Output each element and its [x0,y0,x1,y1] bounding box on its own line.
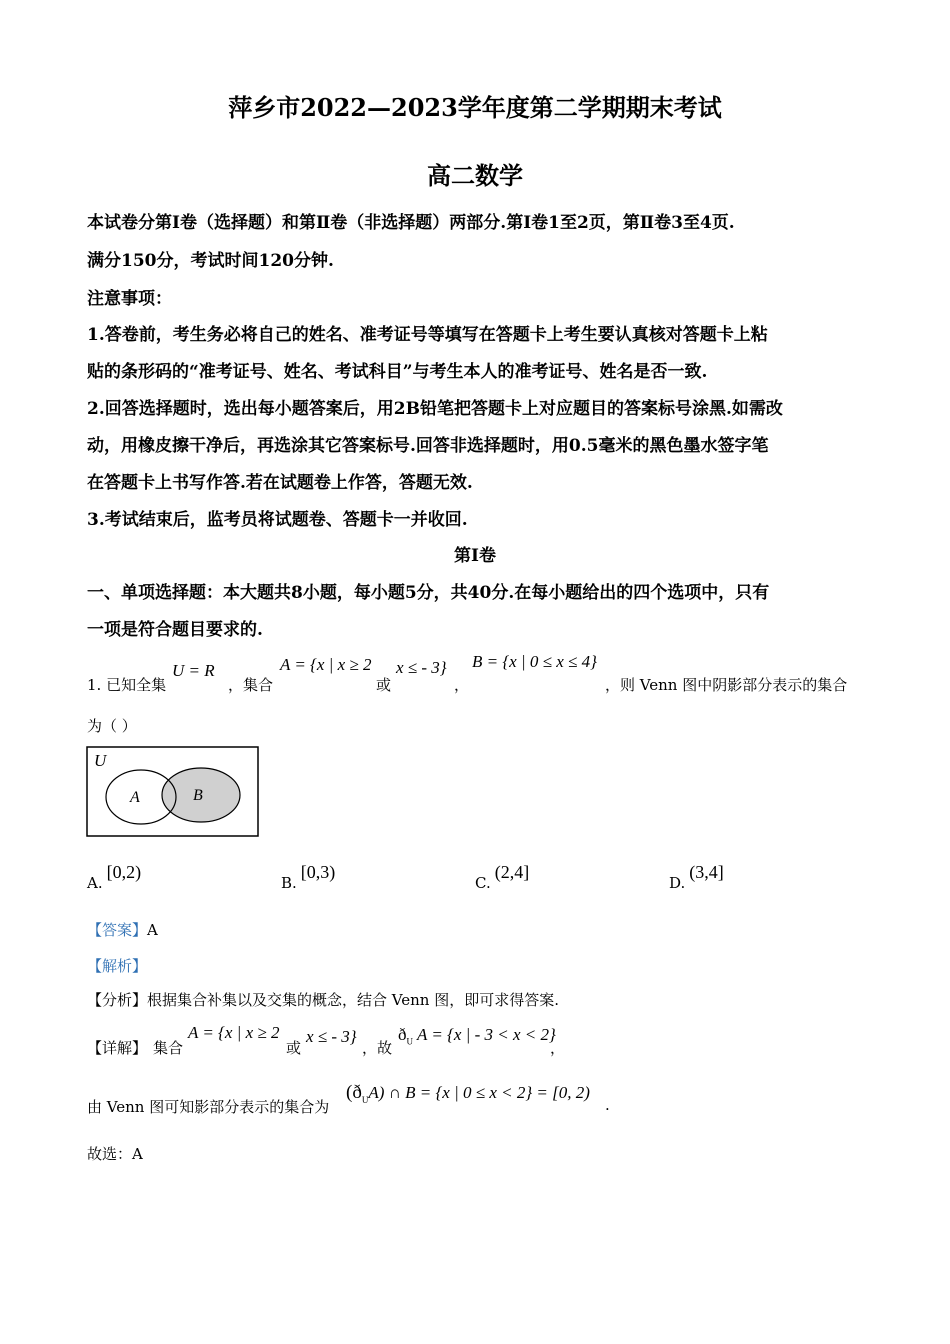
q1-suffix: ，则 Venn 图中阴影部分表示的集合 [605,676,848,694]
final-choice: 故选：A [87,1145,143,1163]
section-title: 第Ⅰ卷 [454,546,496,566]
venn-diagram [86,746,260,838]
answer-tag: 【答案】 [87,921,148,939]
venn-line-math [346,1082,590,1105]
option-c[interactable] [475,862,530,893]
answer-line [87,919,158,940]
option-b-label: B. [281,874,297,892]
venn-line-expr: (ð [346,1082,362,1103]
option-d-value: (3,4] [689,862,724,882]
detail-set-a: A = {x | x ≥ 2 [188,1023,280,1042]
complement-symbol: ð [398,1025,407,1044]
option-b-value: [0,3) [300,862,336,882]
q1-universe: U = R [172,661,215,680]
complement-sub: U [406,1036,413,1047]
q1-set-a: A = {x | x ≥ 2 [280,655,372,674]
detail-set-a2: x ≤ - 3} [306,1027,357,1046]
q1-or: 或 [376,676,392,694]
notice-2c: 在答题卡上书写作答.若在试题卷上作答，答题无效. [87,473,473,493]
notice-1b: 贴的条形码的“准考证号、姓名、考试科目”与考生本人的准考证号、姓名是否一致. [87,362,708,382]
section-desc-2: 一项是符合题目要求的. [87,620,263,640]
analysis-tag: 【解析】 [87,957,148,975]
q1-line2: 为（ ） [87,717,137,735]
notice-2b: 动，用橡皮擦干净后，再选涂其它答案标号.回答非选择题时，用0.5毫米的黑色墨水签字笔 [87,436,769,456]
q1-mid: ，集合 [228,676,274,694]
q1-comma: ， [454,676,470,694]
detail-complement [398,1025,413,1046]
notice-label: 注意事项： [87,289,172,309]
option-a-label: A. [87,874,103,892]
venn-line-end: . [605,1096,610,1114]
intro-line-2: 满分150分，考试时间120分钟. [87,251,334,271]
venn-label-u: U [94,751,107,770]
option-c-label: C. [475,874,491,892]
detail-or: 或 [286,1039,302,1057]
fenxi-text: 根据集合补集以及交集的概念，结合 Venn 图，即可求得答案. [147,991,559,1009]
answer-value: A [147,921,158,939]
notice-1a: 1.答卷前，考生务必将自己的姓名、准考证号等填写在答题卡上考生要认真核对答题卡上粘 [87,325,768,345]
detail-end: ， [550,1039,566,1057]
detail-result: A = {x | - 3 < x < 2} [417,1025,556,1044]
venn-line-sub: U [361,1094,369,1105]
notice-3: 3.考试结束后，监考员将试题卷、答题卡一并收回. [87,510,468,530]
exam-subject: 高二数学 [427,161,523,190]
exam-title: 萍乡市2022—2023学年度第二学期期末考试 [228,93,722,122]
fenxi-line [87,989,559,1010]
q1-set-a2: x ≤ - 3} [396,658,447,677]
option-d[interactable] [669,862,724,893]
option-b[interactable] [281,862,336,893]
venn-label-a: A [130,789,140,806]
option-d-label: D. [669,874,686,892]
detail-gu: ，故 [362,1039,393,1057]
option-a[interactable] [87,862,142,893]
detail-pre: 集合 [153,1039,184,1057]
option-c-value: (2,4] [494,862,530,882]
section-desc-1: 一、单项选择题：本大题共8小题，每小题5分，共40分.在每小题给出的四个选项中，只有 [87,583,770,603]
venn-line-expr2: A) ∩ B = {x | 0 ≤ x < 2} = [0, 2) [368,1083,590,1102]
fenxi-tag: 【分析】 [87,991,148,1009]
detail-tag: 【详解】 [87,1039,148,1057]
intro-line-1: 本试卷分第Ⅰ卷（选择题）和第Ⅱ卷（非选择题）两部分.第Ⅰ卷1至2页，第Ⅱ卷3至4页. [87,213,735,233]
venn-line-pre: 由 Venn 图可知影部分表示的集合为 [87,1098,330,1116]
q1-prefix: 1. 已知全集 [87,676,167,694]
q1-set-b: B = {x | 0 ≤ x ≤ 4} [472,652,597,671]
venn-label-b: B [193,787,203,804]
notice-2a: 2.回答选择题时，选出每小题答案后，用2B铅笔把答题卡上对应题目的答案标号涂黑.如需改 [87,399,783,419]
option-a-value: [0,2) [106,862,142,882]
